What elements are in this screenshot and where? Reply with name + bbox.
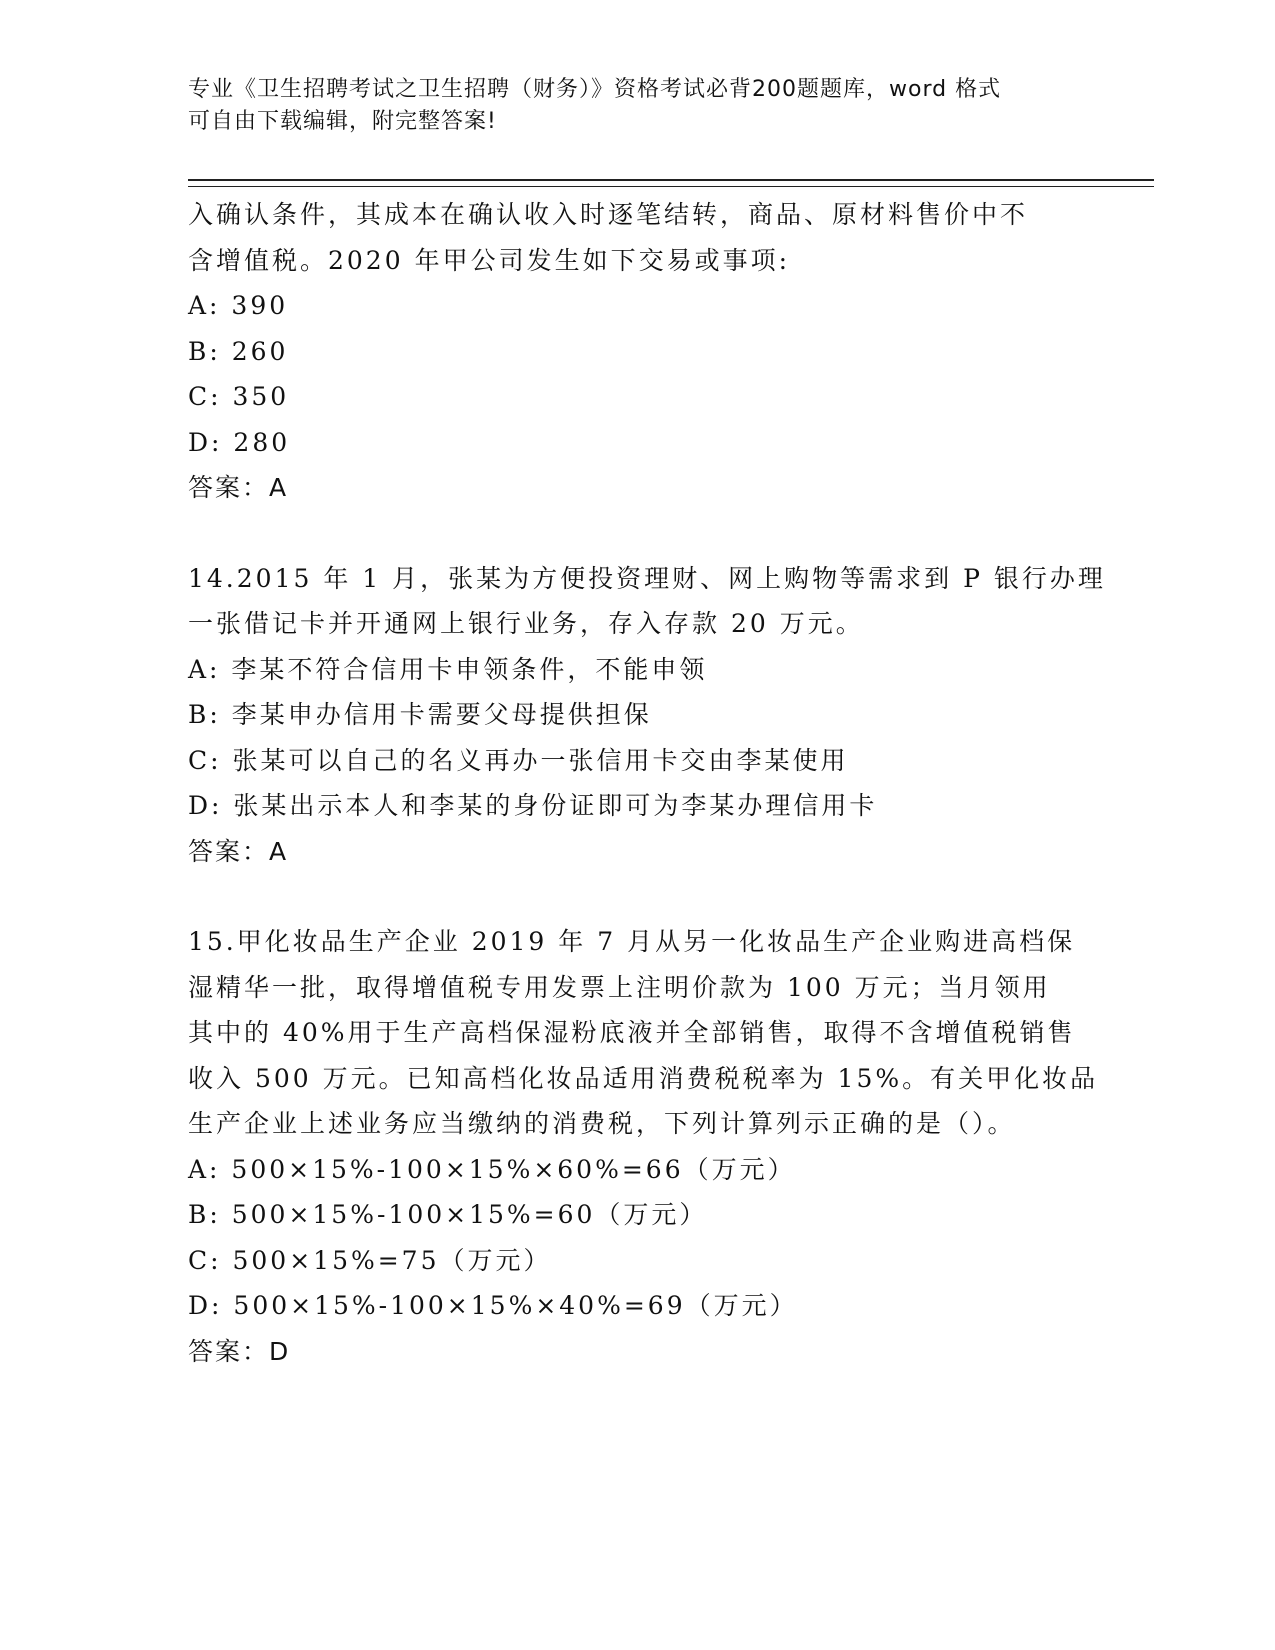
option-c: C: 张某可以自己的名义再办一张信用卡交由李某使用 (188, 745, 849, 775)
option-b: B: 500×15%-100×15%=60（万元） (188, 1200, 708, 1229)
question-gap (188, 874, 1088, 919)
question-text-line: 收入 500 万元。已知高档化妆品适用消费税税率为 15%。有关甲化妆品 (188, 1063, 1099, 1093)
option-c: C: 350 (188, 382, 290, 411)
header-divider (188, 179, 1154, 187)
option-a: A: 李某不符合信用卡申领条件，不能申领 (188, 654, 708, 684)
question-text-line: 15.甲化妆品生产企业 2019 年 7 月从另一化妆品生产企业购进高档保 (188, 927, 1076, 956)
question-text-line: 14.2015 年 1 月，张某为方便投资理财、网上购物等需求到 P 银行办理 (188, 563, 1106, 593)
header-line-1: 专业《卫生招聘考试之卫生招聘（财务）》资格考试必背200题题库，word 格式 (188, 77, 1002, 102)
option-b: B: 李某申办信用卡需要父母提供担保 (188, 700, 652, 729)
answer-label: 答案：A (188, 473, 289, 502)
option-b: B: 260 (188, 336, 289, 366)
question-gap (188, 511, 1088, 556)
option-a: A: 390 (188, 291, 289, 320)
option-d: D: 500×15%-100×15%×40%=69（万元） (188, 1291, 798, 1320)
header-line-2: 可自由下载编辑，附完整答案! (188, 109, 497, 134)
document-body (188, 192, 1106, 1374)
question-text-line: 一张借记卡并开通网上银行业务，存入存款 20 万元。 (188, 609, 864, 638)
question-text-line: 湿精华一批，取得增值税专用发票上注明价款为 100 万元；当月领用 (188, 972, 1051, 1002)
question-13-continuation (188, 192, 1088, 511)
option-c: C: 500×15%=75（万元） (188, 1245, 552, 1275)
answer-label: 答案：D (188, 1336, 291, 1366)
question-text-line: 其中的 40%用于生产高档保湿粉底液并全部销售，取得不含增值税销售 (188, 1018, 1076, 1047)
question-text-line: 入确认条件，其成本在确认收入时逐笔结转，商品、原材料售价中不 (188, 200, 1029, 229)
option-d: D: 张某出示本人和李某的身份证即可为李某办理信用卡 (188, 791, 878, 820)
question-15 (188, 919, 1099, 1374)
question-text-line: 含增值税。2020 年甲公司发生如下交易或事项: (188, 245, 790, 275)
answer-label: 答案：A (188, 836, 289, 866)
document-header (188, 74, 1088, 138)
question-text-line: 生产企业上述业务应当缴纳的消费税，下列计算列示正确的是（）。 (188, 1109, 1016, 1138)
option-d: D: 280 (188, 427, 291, 457)
question-14 (188, 556, 1106, 875)
option-a: A: 500×15%-100×15%×60%=66（万元） (188, 1154, 796, 1184)
